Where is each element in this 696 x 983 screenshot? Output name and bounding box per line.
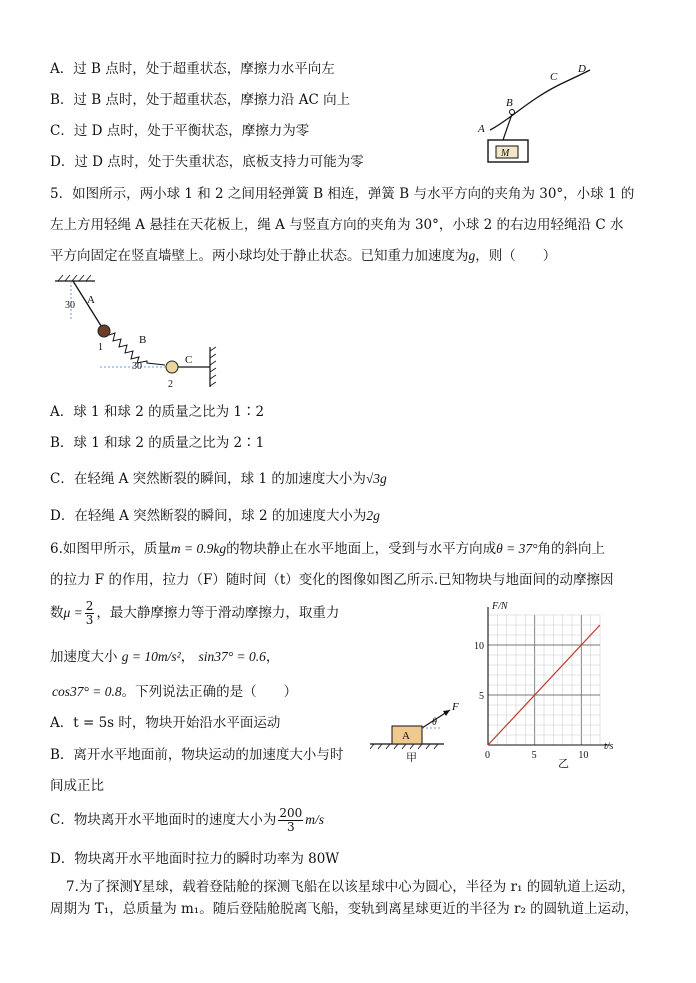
ball-1-label: 1 bbox=[98, 342, 103, 353]
q4-option-d: D．过 D 点时，处于失重状态，底板支持力可能为零 bbox=[50, 154, 364, 170]
q6-option-b-line-2: 间成正比 bbox=[50, 778, 104, 794]
mass-m-label: M bbox=[501, 148, 510, 159]
force-f-label: F bbox=[452, 701, 459, 713]
q6-text-1c: 角的斜向上 bbox=[537, 541, 606, 557]
ball-2 bbox=[166, 361, 178, 373]
ball-1 bbox=[98, 325, 110, 337]
q5-option-b: B．球 1 和球 2 的质量之比为 2∶1 bbox=[50, 435, 265, 451]
q7-stem-line-1: 7.为了探测Y星球，载着登陆舱的探测飞船在以该星球中心为圆心，半径为 r₁ 的圆轨道上运动， bbox=[66, 879, 635, 895]
y-tick-label: 10 bbox=[474, 641, 484, 652]
q5-option-a: A．球 1 和球 2 的质量之比为 1∶2 bbox=[50, 404, 265, 420]
x-tick-label: 0 bbox=[485, 750, 490, 761]
q6-stem-line-3 bbox=[50, 600, 339, 627]
q6-text-3a: 数 bbox=[50, 605, 64, 621]
x-axis-label: t/s bbox=[604, 741, 614, 752]
spring-b-label: B bbox=[139, 334, 147, 346]
q6-option-b-line-1: B．离开水平地面前，物块运动的加速度大小与时 bbox=[50, 747, 344, 763]
ceiling-hatch bbox=[58, 275, 91, 281]
q6-figure-jia bbox=[368, 698, 459, 768]
chart-ticks bbox=[474, 641, 588, 761]
point-a-label: A bbox=[478, 123, 485, 135]
q6-option-c-numerator: 200 bbox=[279, 806, 303, 820]
q5-stem-end: ，则（ ） bbox=[475, 248, 557, 264]
q5-option-d-value: 2g bbox=[366, 508, 380, 523]
q5-stem-line-1: 5．如图所示，两小球 1 和 2 之间用轻弹簧 B 相连，弹簧 B 与水平方向的夹角为 30°，小球 1 的 bbox=[50, 186, 635, 202]
q6-angle: θ = 37° bbox=[496, 541, 538, 556]
track-curve bbox=[490, 70, 590, 130]
figure-jia-caption: 甲 bbox=[406, 752, 417, 764]
q6-gravity: g = 10m/s² bbox=[121, 649, 181, 664]
q5-option-c-text: C．在轻绳 A 突然断裂的瞬间，球 1 的加速度大小为 bbox=[50, 471, 366, 487]
q6-stem-line-1 bbox=[50, 540, 605, 558]
q5-option-d bbox=[50, 507, 380, 525]
chart-grid bbox=[488, 615, 600, 745]
q6-cos: cos37° = 0.8 bbox=[52, 684, 122, 699]
q6-text-1a: 6.如图甲所示，质量 bbox=[50, 541, 171, 557]
q6-mass: m = 0.9kg bbox=[170, 541, 227, 556]
q6-option-c-fraction bbox=[278, 807, 303, 834]
q6-text-1b: 的物块静止在水平地面上，受到与水平方向成 bbox=[226, 541, 497, 557]
q7-stem-line-2: 周期为 T₁，总质量为 m₁。随后登陆舱脱离飞船，变轨到离星球更近的半径为 r₂ 的圆轨道上运动， bbox=[50, 901, 639, 917]
rope-c-label: C bbox=[185, 354, 193, 366]
x-tick-label: 10 bbox=[578, 750, 589, 761]
gravity-symbol: g bbox=[468, 248, 476, 263]
force-arrow-head bbox=[443, 710, 450, 716]
q4-option-b: B．过 B 点时，处于超重状态，摩擦力沿 AC 向上 bbox=[50, 92, 351, 108]
ball-2-label: 2 bbox=[168, 379, 173, 390]
q6-option-a: A．t = 5s 时，物块开始沿水平面运动 bbox=[50, 715, 281, 731]
q5-stem-line-3 bbox=[50, 247, 556, 265]
q6-stem-line-4: 加速度大小 g = 10m/s²， sin37° = 0.6， bbox=[50, 649, 280, 665]
q6-option-c-text: C．物块离开水平地面时的速度大小为 bbox=[50, 812, 277, 828]
rope-a-label: A bbox=[87, 294, 95, 306]
q6-text-3b: ，最大静摩擦力等于滑动摩擦力，取重力 bbox=[96, 605, 340, 621]
q6-sin: sin37° = 0.6 bbox=[198, 649, 266, 664]
q5-option-c-value: √3g bbox=[365, 471, 387, 486]
q6-text-4a: 加速度大小 bbox=[50, 649, 118, 665]
q6-text-5b: 。下列说法正确的是（ ） bbox=[121, 684, 298, 700]
mu-symbol: μ = bbox=[63, 605, 83, 620]
q4-option-a: A．过 B 点时，处于超重状态，摩擦力水平向左 bbox=[50, 61, 335, 77]
q6-option-c-denominator: 3 bbox=[286, 820, 295, 834]
q6-force-time-chart bbox=[460, 600, 614, 770]
q5-option-d-text: D．在轻绳 A 突然断裂的瞬间，球 2 的加速度大小为 bbox=[50, 508, 367, 524]
y-tick-label: 5 bbox=[479, 691, 484, 702]
q6-stem-line-5 bbox=[52, 683, 297, 701]
hanger-rod bbox=[503, 114, 512, 140]
q5-option-c bbox=[50, 470, 387, 488]
q4-track-figure bbox=[470, 60, 600, 170]
q6-option-c bbox=[50, 806, 324, 834]
point-c-label: C bbox=[550, 71, 558, 83]
x-tick-label: 5 bbox=[531, 750, 537, 761]
q5-spring-figure bbox=[55, 275, 225, 390]
angle-2-label: 30 bbox=[132, 361, 142, 372]
point-b-label: B bbox=[506, 97, 513, 109]
wall-hatch bbox=[210, 347, 216, 386]
block-a-label: A bbox=[402, 730, 410, 742]
angle-theta-label: θ bbox=[432, 717, 437, 728]
mu-fraction bbox=[85, 600, 95, 627]
q5-stem-text: 平方向固定在竖直墙壁上。两小球均处于静止状态。已知重力加速度为 bbox=[50, 248, 469, 264]
q4-option-c: C．过 D 点时，处于平衡状态，摩擦力为零 bbox=[50, 123, 310, 139]
angle-1-label: 30 bbox=[65, 300, 75, 311]
point-d-label: D bbox=[578, 63, 586, 75]
q6-stem-line-2: 的拉力 F 的作用，拉力（F）随时间（t）变化的图像如图乙所示.已知物块与地面间的动摩擦因 bbox=[50, 572, 614, 588]
y-axis-label: F/N bbox=[492, 601, 508, 612]
q6-option-c-unit: m/s bbox=[305, 812, 325, 827]
q6-option-d: D．物块离开水平地面时拉力的瞬时功率为 80W bbox=[50, 851, 340, 867]
q5-stem-line-2: 左上方用轻绳 A 悬挂在天花板上，绳 A 与竖直方向的夹角为 30°，小球 2 的右边用轻绳沿 C 水 bbox=[50, 217, 624, 233]
mu-numerator: 2 bbox=[85, 599, 94, 613]
point-b-dot bbox=[510, 110, 515, 115]
ground-hatch bbox=[370, 744, 438, 749]
figure-yi-caption: 乙 bbox=[558, 758, 569, 770]
mu-denominator: 3 bbox=[85, 613, 94, 627]
